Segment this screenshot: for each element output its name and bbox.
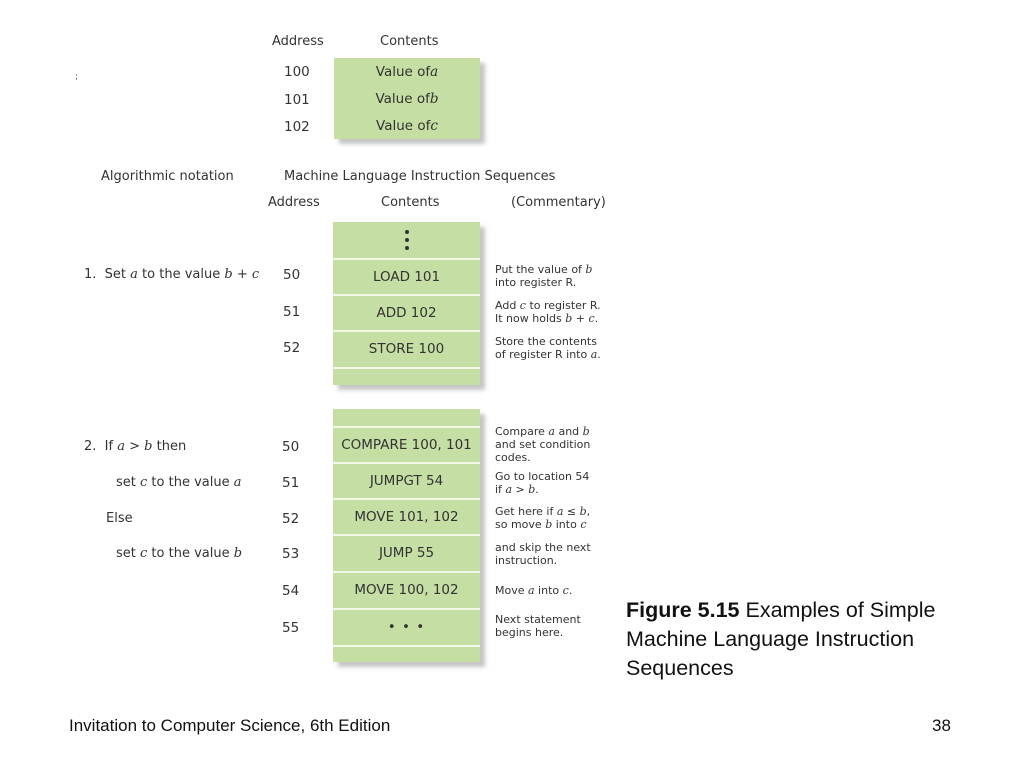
figure-caption-text: Examples of Simple Machine Language Instruction Sequences [626, 598, 936, 680]
example2-address-54: 54 [282, 583, 300, 599]
example1-comment: Add c to register R. It now holds b + c. [495, 299, 601, 325]
example1-address-50: 50 [283, 267, 301, 283]
page-number: 38 [932, 716, 951, 735]
example2-block [333, 409, 480, 662]
algorithmic-notation-header: Algorithmic notation [101, 169, 234, 184]
figure-label: Figure 5.15 [626, 598, 740, 622]
footer-book-title: Invitation to Computer Science, 6th Edition [69, 716, 391, 735]
example2-comment: Get here if a ≤ b, so move b into c [495, 505, 591, 531]
example2-address-51: 51 [282, 475, 300, 491]
memory-contents-header: Contents [380, 34, 439, 49]
memory-cell: Value of a [375, 63, 439, 80]
instruction-cell: ADD 102 [376, 304, 437, 321]
continuation-dots [333, 222, 480, 258]
example1-comment: Store the contents of register R into a. [495, 335, 601, 361]
example2-algorithm-line: Else [106, 511, 133, 526]
stray-mark: ; [75, 72, 79, 82]
machine-language-header: Machine Language Instruction Sequences [284, 169, 556, 184]
instruction-cell: LOAD 101 [372, 268, 441, 285]
memory-address-101: 101 [284, 92, 310, 108]
example2-algorithm-line: 2. If a > b then [84, 439, 187, 454]
example2-comment: Go to location 54 if a > b. [495, 470, 590, 496]
example1-comment: Put the value of b into register R. [495, 263, 593, 289]
example2-comment: Next statement begins here. [495, 613, 581, 639]
memory-address-102: 102 [284, 119, 310, 135]
example2-address-55: 55 [282, 620, 300, 636]
example2-comment: Compare a and b and set condition codes. [495, 425, 591, 464]
example2-address-53: 53 [282, 546, 300, 562]
address-header: Address [268, 195, 320, 210]
instruction-cell: MOVE 100, 102 [354, 582, 459, 598]
example2-comment: and skip the next instruction. [495, 541, 591, 567]
memory-block [334, 58, 480, 139]
instruction-cell: MOVE 101, 102 [354, 508, 459, 525]
example1-block [333, 222, 480, 385]
example2-algorithm-line: set c to the value a [116, 475, 242, 490]
instruction-cell: JUMPGT 54 [369, 472, 444, 489]
instruction-cell: JUMP 55 [378, 545, 435, 561]
commentary-header: (Commentary) [511, 195, 606, 210]
example2-address-50: 50 [282, 439, 300, 455]
figure-caption [626, 596, 966, 683]
example1-address-51: 51 [283, 304, 301, 320]
contents-header: Contents [381, 195, 440, 210]
memory-cell: Value of c [376, 117, 438, 134]
instruction-cell: COMPARE 100, 101 [341, 436, 472, 453]
memory-address-header: Address [272, 34, 324, 49]
example2-address-52: 52 [282, 511, 300, 527]
memory-address-100: 100 [284, 64, 310, 80]
instruction-cell: STORE 100 [368, 341, 445, 357]
instruction-cell: • • • [387, 619, 426, 635]
example2-comment: Move a into c. [495, 584, 573, 597]
memory-cell: Value of b [375, 90, 439, 107]
example1-address-52: 52 [283, 340, 301, 356]
example2-algorithm-line: set c to the value b [116, 546, 243, 561]
example1-algorithm: 1. Set a to the value b + c [84, 267, 260, 282]
